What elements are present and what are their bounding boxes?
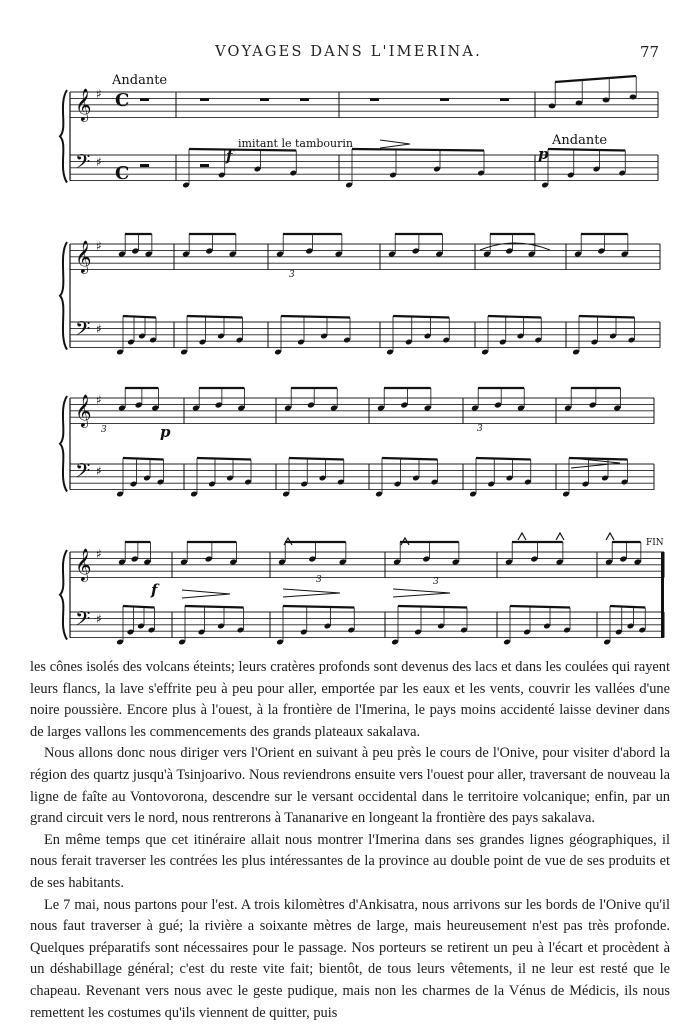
key-signature: ♯ (96, 239, 102, 253)
system-brace (60, 396, 67, 492)
time-signature-treble: C (115, 90, 130, 111)
paragraph: Le 7 mai, nous partons pour l'est. A trois kilomètres d'Ankisatra, nous arrivons sur les bords de l'Onive qu'il nous faut traverser à gué; la rivière a soixante mètres de large, mais heureusement n'est pas très profonde. Quelques préparatifs sont nécessaires pour le passage. Nos porteurs se retirent un peu à l'écart et procèdent à un déshabillage général; c'est du reste vite fait; bientôt, de tous leurs vêtements, il ne leur est resté que le chapeau. Revenant vers nous avec le geste pudique, mais non les charmes de la Vénus de Médicis, ils nous remettent les costumes qu'ils viennent de quitter, puis (30, 896, 670, 1021)
beam (123, 606, 155, 608)
tempo-marking-2: Andante (552, 133, 608, 148)
key-signature: ♯ (96, 464, 102, 478)
key-signature: ♯ (96, 612, 102, 626)
whole-rest (300, 98, 309, 101)
page-number: 77 (640, 43, 660, 61)
bass-clef: 𝄢 (75, 317, 91, 345)
beam (123, 458, 164, 460)
bass-clef: 𝄢 (75, 607, 91, 635)
whole-rest (200, 98, 209, 101)
beam (548, 149, 625, 151)
beam (185, 606, 244, 608)
tempo-marking-1: Andante (112, 73, 168, 88)
beam (382, 458, 438, 460)
hairpin (283, 589, 340, 597)
final-barline (661, 552, 664, 638)
beam (283, 606, 354, 608)
dynamic-forte-1: f (226, 147, 233, 165)
whole-rest (200, 164, 209, 167)
treble-note (576, 101, 583, 106)
paragraph: En même temps que cet itinéraire allait nous montrer l'Imerina dans ses grandes lignes géographiques, il nous ferait traverser les contrées les plus intéressantes de la province au double point de vue de ses produits et de ses habitants. (30, 831, 670, 891)
body-text (30, 657, 670, 1024)
bass-clef: 𝄢 (75, 150, 91, 178)
beam (476, 458, 531, 460)
beam (289, 458, 344, 460)
fin-marking: FIN (646, 538, 664, 548)
beam (555, 76, 636, 82)
system-brace (60, 242, 67, 350)
dynamic-piano-1: p (538, 145, 549, 163)
beam (610, 606, 645, 608)
bass-clef: 𝄢 (75, 459, 91, 487)
whole-rest (440, 98, 449, 101)
hairpin (182, 590, 230, 598)
triplet-mark-1: 3 (289, 270, 295, 280)
hairpin (380, 140, 410, 148)
treble-clef: 𝄞 (75, 88, 92, 121)
paragraph: Nous allons donc nous diriger vers l'Orient en suivant à peu près le cours de l'Onive, pour visiter d'abord la région des quartz jusqu'à Tsinjoarivo. Nous reviendrons ensuite vers l'ouest pour aller, traversant de nouveau la ligne de faîte au Vontovorona, descendre sur le versant occidental dans le territoire volcanique; enfin, par un grand circuit vers le nord, nous rentrerons à Tananarive en longeant la frontière des pays sakalava. (30, 745, 670, 827)
beam (197, 458, 251, 460)
treble-clef: 𝄞 (75, 240, 92, 273)
tambourin-annotation: imitant le tambourin (238, 137, 353, 150)
beam (123, 316, 156, 318)
accent-mark (518, 533, 526, 540)
beam (187, 316, 243, 318)
treble-note (549, 104, 556, 109)
key-signature: ♯ (96, 155, 102, 169)
triplet-mark-3: 3 (477, 424, 483, 434)
beam (579, 316, 635, 318)
beam (398, 606, 467, 608)
accent-mark (606, 533, 614, 540)
whole-rest (140, 164, 149, 167)
key-signature: ♯ (96, 87, 102, 101)
time-signature-bass: C (115, 163, 130, 184)
triplet-mark-5: 3 (433, 577, 439, 587)
key-signature: ♯ (96, 393, 102, 407)
treble-clef: 𝄞 (75, 394, 92, 427)
system-brace (60, 550, 67, 640)
triplet-mark-4: 3 (316, 575, 322, 585)
system-brace (60, 90, 67, 183)
beam (488, 316, 541, 318)
whole-rest (140, 98, 149, 101)
whole-rest (500, 98, 509, 101)
key-signature: ♯ (96, 547, 102, 561)
triplet-mark-2: 3 (101, 425, 107, 435)
running-title: VOYAGES DANS L'IMERINA. (215, 44, 482, 60)
accent-mark (556, 533, 564, 540)
beam (510, 606, 570, 608)
dynamic-forte-2: f (151, 581, 158, 599)
paragraph: les cônes isolés des volcans éteints; leurs cratères profonds sont devenus des lacs et dans les coulées qui rayent leurs flancs, la lave s'effrite peu à peu pour aller, emportée par les eaux et les vents, couvrir les vallées d'une noire poussière. Encore plus à l'ouest, à la frontière de l'Imerina, le pays moins accidenté laisse deviner dans de larges vallons les commencements des grands plateaux sakalava. (30, 659, 670, 740)
beam (393, 316, 449, 318)
treble-clef: 𝄞 (75, 548, 92, 581)
treble-note (603, 98, 610, 103)
treble-note (630, 95, 637, 100)
whole-rest (260, 98, 269, 101)
dynamic-piano-2: p (160, 423, 171, 441)
key-signature: ♯ (96, 322, 102, 336)
beam (281, 316, 350, 318)
hairpin (393, 589, 450, 597)
whole-rest (370, 98, 379, 101)
beam (352, 149, 484, 151)
